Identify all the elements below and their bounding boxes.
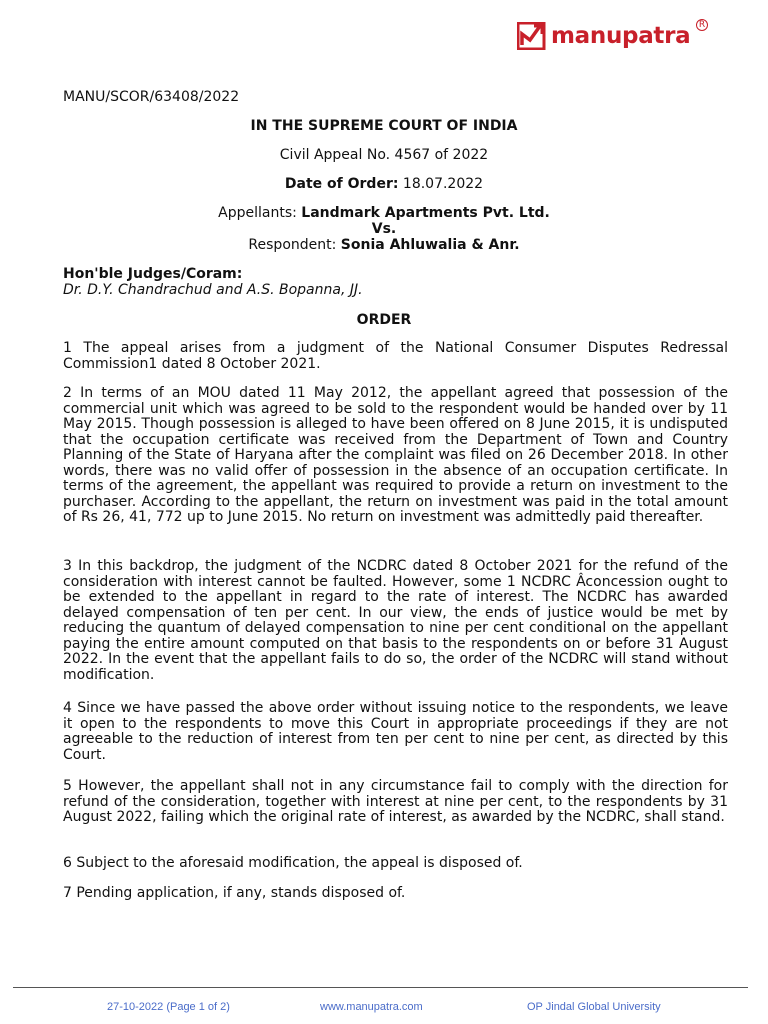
court-name: IN THE SUPREME COURT OF INDIA [250,118,518,134]
brand-name: manupatra [551,23,691,49]
respondent-label: Respondent: [248,237,337,253]
paragraph-3: 3 In this backdrop, the judgment of the NCDRC dated 8 October 2021 for the refund of the consideration with interest cannot be faulted. However, some 1 NCDRC Âconcession ought to be extended to the appellant in regard to the rate of interest. The NCDRC has awarded delayed compensation of ten per cent. In our view, the ends of justice would be met by reducing the quantum of delayed compensation to nine per cent conditional on the appellant paying the entire amount computed on that basis to the respondents on or before 31 August 2022. In the event that the appellant fails to do so, the order of the NCDRC will stand without modification. [63,558,728,683]
footer-date-page: 27-10-2022 (Page 1 of 2) [107,1001,230,1013]
manupatra-logo-icon [517,22,547,50]
appellant-label: Appellants: [218,205,297,221]
order-date-value: 18.07.2022 [402,176,484,192]
paragraph-5: 5 However, the appellant shall not in any circumstance fail to comply with the direction for refund of the consideration, together with interest at nine per cent, to the respondents by 31 August 2022, failing which the original rate of interest, as awarded by the NCDRC, shall stand. [63,778,728,825]
footer-website-link[interactable]: www.manupatra.com [320,1001,423,1013]
order-heading: ORDER [356,312,412,328]
citation-number: MANU/SCOR/63408/2022 [63,89,240,105]
paragraph-7: 7 Pending application, if any, stands disposed of. [63,885,406,901]
footer-organization: OP Jindal Global University [527,1001,661,1013]
respondent-line [0,237,768,253]
coram-label: Hon'ble Judges/Coram: [63,266,243,282]
paragraph-1: 1 The appeal arises from a judgment of the National Consumer Disputes Redressal Commission1 dated 8 October 2021. [63,340,728,372]
paragraph-2: 2 In terms of an MOU dated 11 May 2012, the appellant agreed that possession of the commercial unit which was agreed to be sold to the respondent would be handed over by 11 May 2015. Though possession is alleged to have been offered on 8 June 2015, it is undisputed that the occupation certificate was received from the Department of Town and Country Planning of the State of Haryana after the complaint was filed on 26 December 2018. In other words, there was no valid offer of possession in the absence of an occupation certificate. In terms of the agreement, the appellant was required to provide a return on investment to the purchaser. According to the appellant, the return on investment was paid in the total amount of Rs 26, 41, 772 up to June 2015. No return on investment was admittedly paid thereafter. [63,385,728,525]
registered-mark: R [696,19,708,31]
coram-judges: Dr. D.Y. Chandrachud and A.S. Bopanna, JJ. [63,281,363,298]
respondent-name: Sonia Ahluwalia & Anr. [340,237,520,253]
footer-divider [13,987,748,988]
case-number: Civil Appeal No. 4567 of 2022 [279,147,489,163]
appellant-name: Landmark Apartments Pvt. Ltd. [301,205,550,221]
manupatra-logo [517,20,706,50]
versus: Vs. [371,221,397,237]
order-date-label: Date of Order: [284,176,399,192]
paragraph-6: 6 Subject to the aforesaid modification, the appeal is disposed of. [63,855,523,871]
coram-section [63,267,728,299]
appellant-line [0,205,768,221]
order-date [0,176,768,192]
paragraph-4: 4 Since we have passed the above order without issuing notice to the respondents, we leave it open to the respondents to move this Court in appropriate proceedings if they are not agreeable to the reduction of interest from ten per cent to nine per cent, as directed by this Court. [63,700,728,763]
